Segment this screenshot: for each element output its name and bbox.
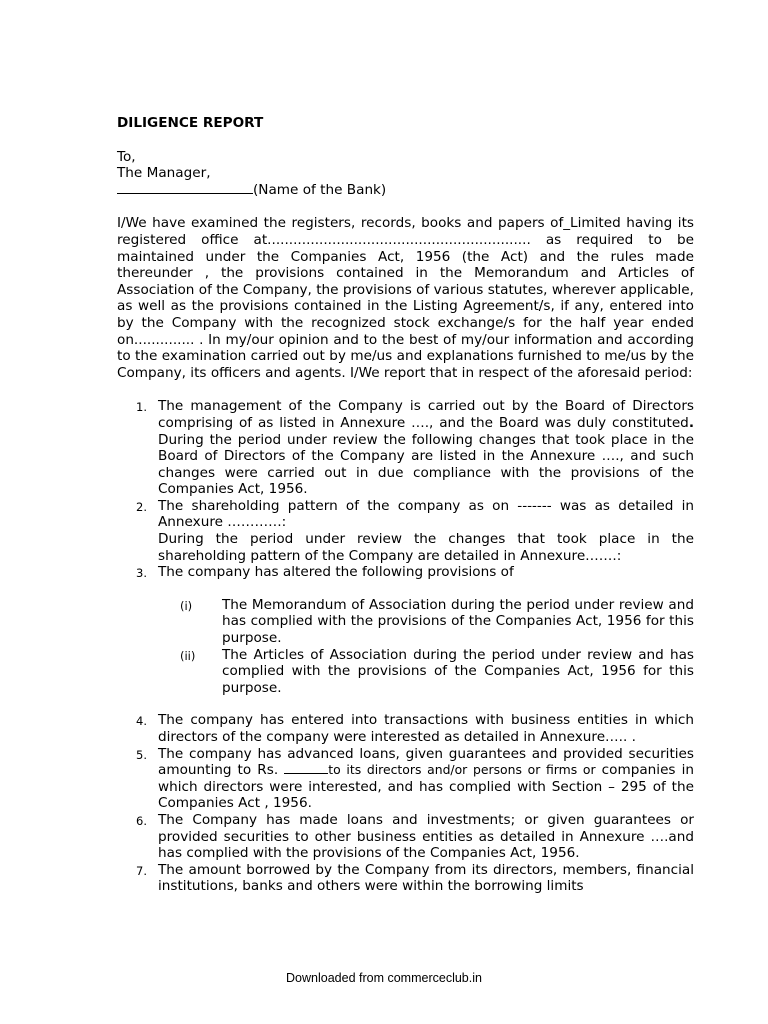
bank-name-blank <box>117 182 253 194</box>
list-item: 1. The management of the Company is carried out by the Board of Directors comprising of as listed in Annexure …., and the Board was duly constituted. During the period under review the following changes that took place in the Board of Directors of the Company are listed in the Annexure …., and such changes were carried out in due compliance with the provisions of the Companies Act, 1956. <box>136 398 694 498</box>
item-number: 3. <box>136 566 147 581</box>
item-number: 6. <box>136 813 147 828</box>
sub-item-number: (ii) <box>180 648 196 663</box>
item-number: 7. <box>136 863 147 878</box>
list-item: 2. The shareholding pattern of the company as on ------- was as detailed in Annexure …………: During the period under review the changes that took place in the shareholding pattern of the Company are detailed in Annexure…….: <box>136 497 694 564</box>
address-block <box>117 149 694 199</box>
list-item: 5. The company has advanced loans, given guarantees and provided securities amounting to Rs. to its directors and/or persons or firms or companies in which directors were interested, and has complied with Section – 295 of the Companies Act , 1956. <box>136 745 694 812</box>
sub-list-item: (ii) The Articles of Association during the period under review and has complied with the provisions of the Companies Act, 1956 for this purpose. <box>180 646 694 696</box>
list-item: 4. The company has entered into transactions with business entities in which directors of the company were interested as detailed in Annexure….. . <box>136 712 694 745</box>
report-title: DILIGENCE REPORT <box>117 115 264 131</box>
item-number: 2. <box>136 499 147 514</box>
bank-name-label: (Name of the Bank) <box>253 181 387 198</box>
sub-item-number: (i) <box>180 598 193 613</box>
bank-name-line <box>117 182 694 199</box>
list-item: 3. The company has altered the following provisions of (i) The Memorandum of Association during the period under review and has complied with the provisions of the Companies Act, 1956 for this purpose. (ii) The Articles of Association during the period under review and has complied with the provisions of the Companies Act, 1956 for this purpose. <box>136 564 694 696</box>
sub-list <box>158 597 694 697</box>
report-body <box>117 115 694 895</box>
download-footer: Downloaded from commerceclub.in <box>286 971 482 985</box>
item-number: 5. <box>136 747 147 762</box>
item-number: 1. <box>136 400 147 415</box>
address-manager: The Manager, <box>117 165 211 182</box>
list-item: 6. The Company has made loans and investments; or given guarantees or provided securities to other business entities as detailed in Annexure ….and has complied with the provisions of the Companies Act, 1956. <box>136 811 694 862</box>
list-item: 7. The amount borrowed by the Company from its directors, members, financial institutions, banks and others were within the borrowing limits <box>136 861 694 895</box>
address-to: To, <box>117 148 136 165</box>
amount-blank <box>284 762 328 774</box>
intro-paragraph: I/We have examined the registers, records, books and papers of_Limited having its registered office at............................................................. as required to be maintained under the Companies Act, 1956 (the Act) and the rules made thereunder , the provisions contained in the Memorandum and Articles of Association of the Company, the provisions of various statutes, wherever applicable, as well as the provisions contained in the Listing Agreement/s, if any, entered into by the Company with the recognized stock exchange/s for the half year ended on.............. . In my/our opinion and to the best of my/our information and according to the examination carried out by me/us and explanations furnished to me/us by the Company, its officers and agents. I/We report that in respect of the aforesaid period: <box>117 215 694 381</box>
item-number: 4. <box>136 714 147 729</box>
report-list <box>117 398 694 895</box>
sub-list-item: (i) The Memorandum of Association during the period under review and has complied with the provisions of the Companies Act, 1956 for this purpose. <box>180 596 694 647</box>
